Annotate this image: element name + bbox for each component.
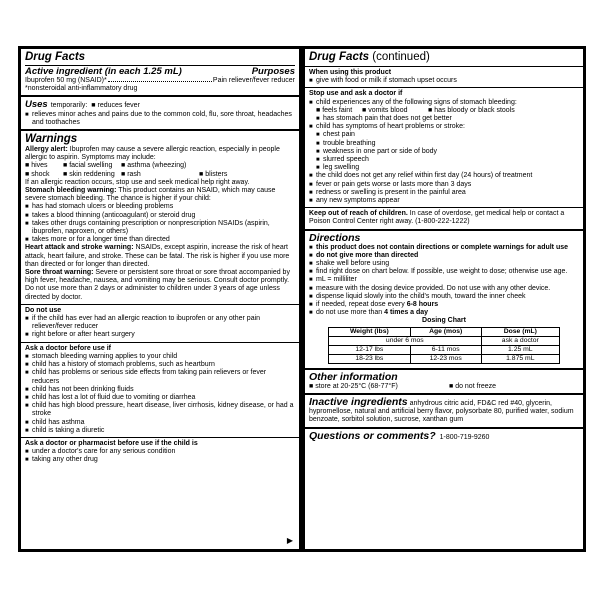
ask-doctor-item: child is taking a diuretic <box>32 426 105 434</box>
warnings-heading: Warnings <box>25 133 78 146</box>
bleed-sign: has stomach pain that does not get better <box>323 115 452 123</box>
drug-facts-panel-left <box>18 46 302 552</box>
do-not-use-heading: Do not use <box>25 306 62 314</box>
table-row <box>329 345 560 354</box>
directions-item: do not give more than directed <box>316 251 419 259</box>
uses-section: Uses temporarily: ■ reduces fever ■ relieves minor aches and pains due to the common cold, flu, sore throat, headaches and toothaches <box>21 95 299 129</box>
stomach-item: has had stomach ulcers or bleeding problems <box>32 203 174 211</box>
directions-item: dispense liquid slowly into the child's mouth, toward the inner cheek <box>316 292 526 300</box>
ask-doctor-item: child has asthma <box>32 418 85 426</box>
ask-pharmacist-heading: Ask a doctor or pharmacist before use if the child is <box>25 439 198 447</box>
ask-doctor-item: child has lost a lot of fluid due to vomiting or diarrhea <box>32 393 196 401</box>
inactive-ingredients-heading: Inactive ingredients <box>309 395 408 408</box>
when-using-heading: When using this product <box>309 69 392 76</box>
stop-use-section: Stop use and ask a doctor if ■ child experiences any of the following signs of stomach bleeding: ■ feels faint ■ vomits blood ■ has bloody or black stools ■ has stomach pain that does not get better ■ child has symptoms of heart problems or stroke: ■ chest pain ■ trouble breathing ■ weakness in one part or side of body ■ slurred speech ■ leg swelling ■ the child does not get any relief within first day (24 hours) of treatment ■ fever or pain gets worse or lasts more than 3 days ■ redness or swelling is present in the painful area ■ any new symptoms appear <box>305 87 583 207</box>
ask-doctor-item: child has high blood pressure, heart disease, liver cirrhosis, kidney disease, or had a stroke <box>32 402 294 418</box>
table-row <box>329 354 560 363</box>
table-cell: 12-23 mos <box>410 354 481 363</box>
stomach-item: takes a blood thinning (anticoagulant) or steroid drug <box>32 211 196 219</box>
allergy-after-text: If an allergic reaction occurs, stop use and seek medical help right away. <box>25 178 250 186</box>
leader-dots <box>108 81 212 82</box>
ask-doctor-section: Ask a doctor before use if ■ stomach bleeding warning applies to your child ■ child has a history of stomach problems, such as heartburn ■ child has problems or serious side effects from taking pain relievers or fever reducers ■ child has not been drinking fluids ■ child has lost a lot of fluid due to vomiting or diarrhea ■ child has high blood pressure, heart disease, liver cirrhosis, kidney disease, or had a stroke ■ child has asthma ■ child is taking a diuretic <box>21 342 299 437</box>
keep-out-text: In case of overdose, get medical help or contact a Poison Control Center right away. (1-800-222-1222) <box>309 210 565 226</box>
table-cell: 12-17 lbs <box>329 345 411 354</box>
when-using-item: give with food or milk if stomach upset occurs <box>316 77 457 85</box>
heart-sign: weakness in one part or side of body <box>323 147 438 155</box>
stomach-warning-label: Stomach bleeding warning: <box>25 187 117 195</box>
table-cell: 1.25 mL <box>481 345 559 354</box>
table-cell: ask a doctor <box>481 336 559 345</box>
symptom-item: blisters <box>205 170 228 178</box>
stop-use-item: child has symptoms of heart problems or stroke: <box>316 123 466 131</box>
questions-phone: 1-800-719-9260 <box>439 433 490 441</box>
do-not-use-item: right before or after heart surgery <box>32 331 135 339</box>
keep-out-section <box>305 207 583 228</box>
stop-use-item: redness or swelling is present in the painful area <box>316 188 466 196</box>
purposes-heading: Purposes <box>251 66 295 77</box>
keep-out-label: Keep out of reach of children. <box>309 210 408 218</box>
ask-pharmacist-section: Ask a doctor or pharmacist before use if the child is ■ under a doctor's care for any serious condition ■ taking any other drug <box>21 437 299 467</box>
throat-warning-text: Severe or persistent sore throat or sore throat accompanied by high fever, headache, nausea, and vomiting may be serious. Consult doctor promptly. Do not use more than 2 days or administer to children under 3 years of age unless directed by doctor. <box>25 269 290 301</box>
heart-sign: trouble breathing <box>323 139 376 147</box>
nsaid-footnote: *nonsteroidal anti-inflammatory drug <box>25 85 138 93</box>
directions-section: Directions ■ this product does not contain directions or complete warnings for adult use ■ do not give more than directed ■ shake well before using ■ find right dose on chart below. If possible, use weight to dose; otherwise use age. ■ mL = milliliter ■ measure with the dosing device provided. Do not use with any other device. ■ dispense liquid slowly into the child's mouth, toward the inner cheek ■ if needed, repeat dose every 6-8 hours ■ do not use more than 4 times a day Dosing Chart Weight (lbs) Age (mos) Dose (mL) under 6 mos ask a doctor 12-17 lbs 6-11 mos 1.25 mL 18-23 lbs 12-23 mos 1.875 mL <box>305 229 583 368</box>
table-cell: 1.875 mL <box>481 354 559 363</box>
repeat-dose-interval: 6-8 hours <box>406 301 439 309</box>
allergy-alert-text: Ibuprofen may cause a severe allergic reaction, especially in people allergic to aspirin. Symptoms may include: <box>25 146 280 162</box>
dosing-chart-title: Dosing Chart <box>422 317 466 325</box>
max-dose-count: 4 times a day <box>384 309 429 317</box>
active-ingredient-heading: Active ingredient (in each 1.25 mL) <box>25 66 182 77</box>
ask-doctor-item: child has not been drinking fluids <box>32 385 134 393</box>
stomach-item: takes other drugs containing prescription or nonprescription NSAIDs (aspirin, ibuprofen, naproxen, or others) <box>32 219 270 236</box>
drug-facts-title: Drug Facts <box>25 51 86 63</box>
active-ingredient-purpose: Pain reliever/fever reducer <box>212 77 295 84</box>
heart-sign: slurred speech <box>323 156 369 164</box>
stomach-item: takes more or for a longer time than directed <box>32 236 170 244</box>
stop-use-item: any new symptoms appear <box>316 197 400 205</box>
symptom-item: hives <box>31 162 48 170</box>
max-dose-text: do not use more than <box>316 309 383 317</box>
storage-item: store at 20-25°C (68-77°F) <box>315 382 398 390</box>
allergy-symptoms: ■ hives ■ facial swelling ■ asthma (wheezing) ■ shock ■ skin reddening ■ rash ■ blisters <box>25 162 228 178</box>
questions-section <box>305 427 583 444</box>
allergy-alert-label: Allergy alert: <box>25 146 68 154</box>
directions-item: find right dose on chart below. If possible, use weight to dose; otherwise use age. <box>316 268 568 276</box>
symptom-item: shock <box>31 170 50 178</box>
heart-sign: leg swelling <box>323 164 360 172</box>
warnings-section: Warnings Allergy alert: Ibuprofen may cause a severe allergic reaction, especially in people allergic to aspirin. Symptoms may include: ■ hives ■ facial swelling ■ asthma (wheezing) ■ shock ■ skin reddening ■ rash ■ blisters If an allergic reaction occurs, stop use and seek medical help right away. Stomach bleeding warning: This product contains an NSAID, which may cause severe stomach bleeding. The chance is higher if your child: ■ has had stomach ulcers or bleeding problems ■ takes a blood thinning (anticoagulant) or steroid drug ■ takes other drugs containing prescription or nonprescription NSAIDs (aspirin, ibuprofen, naproxen, or others) ■ takes more or for a longer time than directed Heart attack and stroke warning: NSAIDs, except aspirin, increase the risk of heart attack, heart failure, and stroke. These can be fatal. The risk is higher if you use more than directed or for longer than directed. Sore throat warning: Severe or persistent sore throat or sore throat accompanied by high fever, headache, nausea, and vomiting may be serious. Consult doctor promptly. Do not use more than 2 days or administer to children under 3 years of age unless directed by doctor. <box>21 129 299 304</box>
drug-facts-title-continued: Drug Facts <box>309 51 370 63</box>
directions-item: this product does not contain directions or complete warnings for adult use <box>316 243 569 251</box>
symptom-item: skin reddening <box>69 170 115 178</box>
inactive-ingredients-section <box>305 393 583 427</box>
symptom-item: asthma (wheezing) <box>127 162 187 170</box>
ask-doctor-item: stomach bleeding warning applies to your child <box>32 352 178 360</box>
stop-use-item: fever or pain gets worse or lasts more than 3 days <box>316 180 472 188</box>
questions-heading: Questions or comments? <box>309 429 436 442</box>
directions-item: mL = milliliter <box>316 276 357 284</box>
stop-use-item: the child does not get any relief within first day (24 hours) of treatment <box>316 172 533 180</box>
bleed-sign: has bloody or black stools <box>434 106 515 114</box>
do-not-use-item: if the child has ever had an allergic reaction to ibuprofen or any other pain reliever/fever reducer <box>32 315 261 331</box>
symptom-item: facial swelling <box>69 162 113 170</box>
active-ingredient-name: Ibuprofen 50 mg (NSAID)* <box>25 77 107 84</box>
ask-pharmacist-item: under a doctor's care for any serious condition <box>32 448 176 456</box>
bleed-sign: feels faint <box>322 106 353 114</box>
ask-doctor-item: child has a history of stomach problems, such as heartburn <box>32 361 215 369</box>
uses-temporarily: temporarily: <box>50 102 88 110</box>
active-ingredient-section <box>21 49 299 95</box>
ask-doctor-item: child has problems or serious side effects from taking pain relievers or fever reducers <box>32 369 267 385</box>
stomach-warning-text: This product contains an NSAID, which may cause severe stomach bleeding. The chance is higher if your child: <box>25 187 276 203</box>
do-not-use-section: Do not use ■ if the child has ever had an allergic reaction to ibuprofen or any other pain reliever/fever reducer ■ right before or after heart surgery <box>21 304 299 342</box>
table-cell: under 6 mos <box>329 336 482 345</box>
stop-use-item: child experiences any of the following signs of stomach bleeding: <box>316 98 517 106</box>
directions-item: measure with the dosing device provided. Do not use with any other device. <box>316 284 551 292</box>
ask-pharmacist-item: taking any other drug <box>32 456 98 464</box>
directions-heading: Directions <box>309 231 361 244</box>
drug-facts-panel-right <box>302 46 586 552</box>
symptom-item: rash <box>127 170 141 178</box>
uses-item-fever: reduces fever <box>97 102 140 110</box>
title-section <box>305 49 583 66</box>
heart-warning-label: Heart attack and stroke warning: <box>25 244 134 252</box>
when-using-section: When using this product ■ give with food or milk if stomach upset occurs <box>305 66 583 87</box>
table-cell: 18-23 lbs <box>329 354 411 363</box>
heart-sign: chest pain <box>323 131 355 139</box>
table-header: Age (mos) <box>410 327 481 336</box>
directions-item: shake well before using <box>316 260 390 268</box>
dosing-chart-table <box>328 327 560 364</box>
continued-label: (continued) <box>372 51 430 63</box>
continue-arrow-icon: ▶ <box>286 536 293 545</box>
stop-use-heading: Stop use and ask a doctor if <box>309 90 403 98</box>
inactive-ingredients-text: anhydrous citric acid, FD&C red #40, glycerin, hypromellose, natural and artificial berry flavor, polysorbate 80, purified water, sodium benzoate, sorbitol solution, sucrose, xanthan gum <box>309 399 574 424</box>
table-cell: 6-11 mos <box>410 345 481 354</box>
freeze-item: do not freeze <box>455 382 497 390</box>
bleed-sign: vomits blood <box>368 106 408 114</box>
ask-doctor-heading: Ask a doctor before use if <box>25 344 111 352</box>
table-header-row <box>329 327 560 336</box>
other-information-heading: Other information <box>309 370 398 383</box>
repeat-dose-text: if needed, repeat dose every <box>316 301 405 309</box>
table-row <box>329 336 560 345</box>
uses-heading: Uses <box>25 99 48 111</box>
other-information-section: Other information ■ store at 20-25°C (68-77°F) ■ do not freeze <box>305 368 583 393</box>
table-header: Dose (mL) <box>481 327 559 336</box>
heart-warning-text: NSAIDs, except aspirin, increase the risk of heart attack, heart failure, and stroke. These can be fatal. The risk is higher if you use more than directed or for longer than directed. <box>25 244 290 268</box>
uses-item-pain: relieves minor aches and pains due to the common cold, flu, sore throat, headaches and toothaches <box>32 110 292 126</box>
table-header: Weight (lbs) <box>329 327 411 336</box>
throat-warning-label: Sore throat warning: <box>25 269 94 277</box>
